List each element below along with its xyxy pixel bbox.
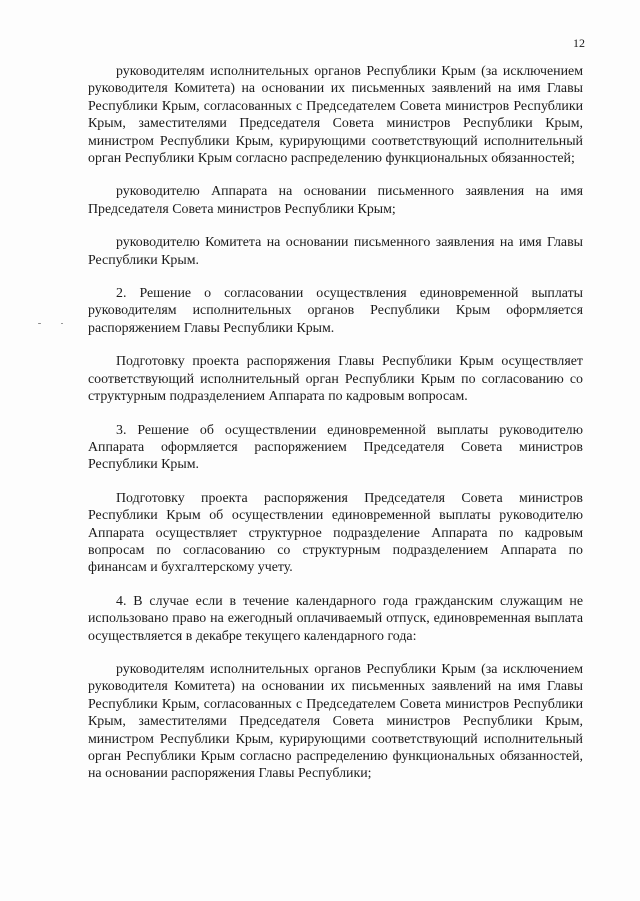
paragraph: руководителю Комитета на основании письменного заявления на имя Главы Республики Крым. (88, 235, 583, 268)
document-body (88, 63, 583, 799)
paragraph: 4. В случае если в течение календарного года гражданским служащим не использовано право на ежегодный оплачиваемый отпуск, единовременная выплата осуществляется в декабре текущего календарного года: (88, 593, 583, 644)
page-number: 12 (573, 36, 585, 50)
paragraph: руководителям исполнительных органов Республики Крым (за исключением руководителя Комитета) на основании их письменных заявлений на имя Главы Республики Крым, согласованных с Председателем Совета министров Республики Крым, заместителями Председателя Совета министров Республики Крым, министром Республики Крым, курирующими соответствующий исполнительный орган Республики Крым согласно распределению функциональных обязанностей; (88, 64, 583, 167)
scan-speck (61, 323, 63, 324)
paragraph: Подготовку проекта распоряжения Председателя Совета министров Республики Крым об осуществлении единовременной выплаты руководителю Аппарата осуществляет структурное подразделение Аппарата по кадровым вопросам по согласованию со структурным подразделением Аппарата по финансам и бухгалтерскому учету. (88, 490, 583, 576)
paragraph: руководителю Аппарата на основании письменного заявления на имя Председателя Совета министров Республики Крым; (88, 184, 583, 217)
paragraph: 2. Решение о согласовании осуществления единовременной выплаты руководителям исполнительных органов Республики Крым оформляется распоряжением Главы Республики Крым. (88, 286, 583, 336)
scan-speck (38, 323, 41, 324)
paragraph: руководителям исполнительных органов Республики Крым (за исключением руководителя Комитета) на основании их письменных заявлений на имя Главы Республики Крым, согласованных с Председателем Совета министров Республики Крым, заместителями Председателя Совета министров Республики Крым, министром Республики Крым, курирующими соответствующий исполнительный орган Республики Крым согласно распределению функциональных обязанностей, на основании распоряжения Главы Республики; (88, 661, 583, 782)
paragraph: Подготовку проекта распоряжения Главы Республики Крым осуществляет соответствующий исполнительный орган Республики Крым по согласованию со структурным подразделением Аппарата по кадровым вопросам. (88, 354, 583, 405)
paragraph: 3. Решение об осуществлении единовременной выплаты руководителю Аппарата оформляется распоряжением Председателя Совета министров Республики Крым. (88, 422, 583, 473)
